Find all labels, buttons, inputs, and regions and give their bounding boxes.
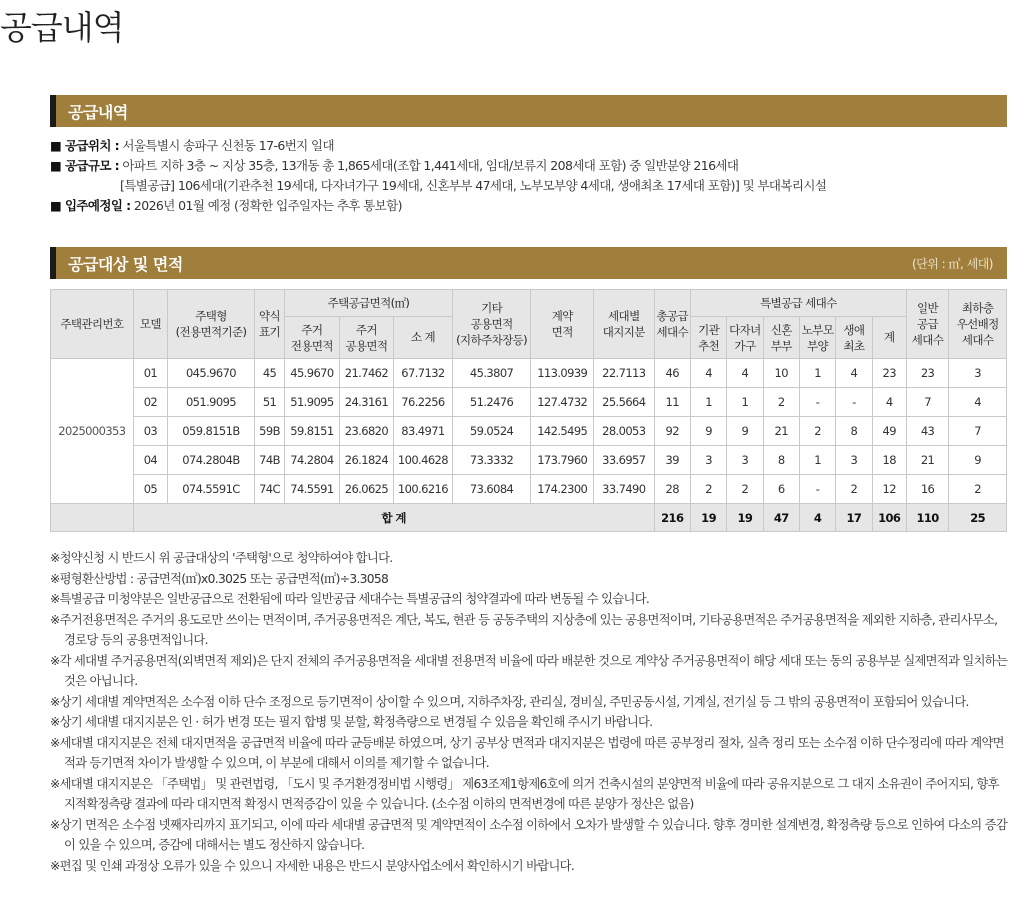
table-row <box>51 475 1007 504</box>
cell-subtotal: 76.2256 <box>394 388 453 417</box>
cell-elder: 1 <box>799 359 835 388</box>
cell-general: 21 <box>906 446 948 475</box>
cell-sum: 4 <box>872 388 906 417</box>
cell-lowest: 3 <box>949 359 1007 388</box>
cell-inst: 1 <box>690 388 726 417</box>
cell-land: 25.5664 <box>594 388 655 417</box>
cell-lowest: 4 <box>949 388 1007 417</box>
header-contract <box>531 290 594 359</box>
scale-row-2 <box>50 176 1010 196</box>
total-cell-lowest: 25 <box>949 504 1007 532</box>
cell-contract: 173.7960 <box>531 446 594 475</box>
header-subtotal: 소 계 <box>394 317 453 359</box>
scale-row <box>50 156 1010 176</box>
cell-total: 28 <box>654 475 690 504</box>
scale-value-2: [특별공급] 106세대(기관추천 19세대, 다자녀가구 19세대, 신혼부부 47세대, 노부모부양 4세대, 생애최초 17세대 포함)] 및 부대복리시설 <box>120 178 827 193</box>
cell-type: 051.9095 <box>168 388 255 417</box>
cell-newly: 2 <box>763 388 799 417</box>
cell-multi: 2 <box>727 475 763 504</box>
note-item: ※상기 세대별 대지지분은 인 · 허가 변경 또는 필지 합병 및 분할, 확정측량으로 변경될 수 있음을 확인해 주시기 바랍니다. <box>50 715 653 729</box>
header-other <box>452 290 531 359</box>
header-short-l2: 표기 <box>259 325 281 339</box>
movein-value: 2026년 01월 예정 (정확한 입주일자는 추후 통보함) <box>133 198 402 213</box>
header-type <box>168 290 255 359</box>
header-first <box>836 317 872 359</box>
header-contract-l2: 면적 <box>551 325 573 339</box>
total-cell-total: 216 <box>654 504 690 532</box>
note-item: ※편집 및 인쇄 과정상 오류가 있을 수 있으니 자세한 내용은 반드시 분양사업소에서 확인하시기 바랍니다. <box>50 858 575 873</box>
header-land <box>594 290 655 359</box>
note-item: ※평형환산방법 : 공급면적(㎡)x0.3025 또는 공급면적(㎡)÷3.3058 <box>50 571 389 586</box>
cell-inst: 3 <box>690 446 726 475</box>
cell-other: 45.3807 <box>452 359 531 388</box>
cell-common: 23.6820 <box>339 417 394 446</box>
page-title: 공급내역 <box>0 8 124 47</box>
header-model: 모델 <box>133 290 167 359</box>
cell-contract: 142.5495 <box>531 417 594 446</box>
total-cell-inst: 19 <box>690 504 726 532</box>
cell-subtotal: 100.4628 <box>394 446 453 475</box>
cell-multi: 9 <box>727 417 763 446</box>
table-row <box>51 388 1007 417</box>
header-elder-l1: 노부모 <box>801 322 834 337</box>
cell-general: 16 <box>906 475 948 504</box>
cell-total: 39 <box>654 446 690 475</box>
section-header-supply <box>50 95 1007 127</box>
cell-total: 92 <box>654 417 690 446</box>
cell-excl: 74.2804 <box>285 446 340 475</box>
cell-type: 074.2804B <box>168 446 255 475</box>
cell-first: 8 <box>836 417 872 446</box>
header-contract-l1: 계약 <box>551 309 573 323</box>
header-land-l1: 세대별 <box>608 309 640 323</box>
header-excl-l2: 전용면적 <box>290 338 333 353</box>
note-item: ※세대별 대지지분은 전체 대지면적을 공급면적 비율에 따라 균등배분 하였으며, 상기 공부상 면적과 대지지분은 법령에 따른 공부정리 절차, 실측 정리 또는 소수점 이하 단수정리에 따라 계약면적과 등기면적 차이가 발생할 수 있으며, 이 부분에 대해서 이의를 제기할 수 없습니다. <box>50 735 1004 770</box>
cell-model: 01 <box>133 359 167 388</box>
cell-excl: 59.8151 <box>285 417 340 446</box>
cell-type: 045.9670 <box>168 359 255 388</box>
header-lowest-l2: 우선배정 <box>956 317 999 331</box>
header-common-l2: 공용면적 <box>345 338 388 353</box>
cell-elder: 1 <box>799 446 835 475</box>
cell-contract: 174.2300 <box>531 475 594 504</box>
cell-short: 59B <box>254 417 284 446</box>
cell-mgmt-no: 2025000353 <box>51 359 134 504</box>
section-title: 공급대상 및 면적 <box>68 254 183 274</box>
scale-value: 아파트 지하 3층 ~ 지상 35층, 13개동 총 1,865세대(조합 1,441세대, 임대/보류지 208세대 포함) 중 일반분양 216세대 <box>122 158 739 173</box>
header-excl <box>285 317 340 359</box>
cell-short: 74C <box>254 475 284 504</box>
cell-land: 33.6957 <box>594 446 655 475</box>
header-general <box>906 290 948 359</box>
cell-common: 26.1824 <box>339 446 394 475</box>
header-short-l1: 약식 <box>259 309 281 323</box>
header-short <box>254 290 284 359</box>
cell-model: 03 <box>133 417 167 446</box>
header-multi-l1: 다자녀 <box>729 322 761 337</box>
header-sum: 계 <box>872 317 906 359</box>
note-item: ※상기 세대별 계약면적은 소수점 이하 단수 조정으로 등기면적이 상이할 수 있으며, 지하주차장, 관리실, 경비실, 주민공동시설, 기계실, 전기실 등 그 밖의 공용면적이 포함되어 있습니다. <box>50 694 969 709</box>
header-total <box>654 290 690 359</box>
cell-common: 26.0625 <box>339 475 394 504</box>
location-value: 서울특별시 송파구 신천동 17-6번지 일대 <box>122 138 334 153</box>
cell-contract: 127.4732 <box>531 388 594 417</box>
cell-common: 21.7462 <box>339 359 394 388</box>
cell-general: 23 <box>906 359 948 388</box>
header-elder <box>799 317 835 359</box>
cell-first: 4 <box>836 359 872 388</box>
cell-short: 51 <box>254 388 284 417</box>
header-lowest-l1: 최하층 <box>961 301 994 315</box>
cell-first: 3 <box>836 446 872 475</box>
cell-lowest: 9 <box>949 446 1007 475</box>
header-excl-l1: 주거 <box>301 322 323 337</box>
cell-newly: 10 <box>763 359 799 388</box>
cell-newly: 6 <box>763 475 799 504</box>
cell-model: 02 <box>133 388 167 417</box>
cell-subtotal: 67.7132 <box>394 359 453 388</box>
cell-elder: 2 <box>799 417 835 446</box>
cell-sum: 12 <box>872 475 906 504</box>
cell-short: 74B <box>254 446 284 475</box>
header-type-l2: (전용면적기준) <box>175 325 247 339</box>
cell-lowest: 2 <box>949 475 1007 504</box>
header-first-l1: 생애 <box>843 322 865 337</box>
total-cell-multi: 19 <box>727 504 763 532</box>
note-item: ※특별공급 미청약분은 일반공급으로 전환됨에 따라 일반공급 세대수는 특별공급의 청약결과에 따라 변동될 수 있습니다. <box>50 592 650 606</box>
header-inst <box>690 317 726 359</box>
header-inst-l2: 추천 <box>698 338 720 353</box>
cell-land: 33.7490 <box>594 475 655 504</box>
cell-land: 22.7113 <box>594 359 655 388</box>
cell-multi: 1 <box>727 388 763 417</box>
section-marker <box>50 247 56 279</box>
cell-general: 43 <box>906 417 948 446</box>
cell-model: 04 <box>133 446 167 475</box>
cell-model: 05 <box>133 475 167 504</box>
total-cell-elder: 4 <box>799 504 835 532</box>
header-other-l1: 기타 <box>481 301 503 315</box>
header-other-l2: 공용면적 <box>470 317 513 331</box>
cell-short: 45 <box>254 359 284 388</box>
location-row <box>50 136 1010 156</box>
location-label: ■ 공급위치 : <box>50 138 120 153</box>
cell-sum: 18 <box>872 446 906 475</box>
header-newly-l1: 신혼 <box>770 322 792 337</box>
cell-total: 46 <box>654 359 690 388</box>
scale-label: ■ 공급규모 : <box>50 158 120 173</box>
cell-multi: 3 <box>727 446 763 475</box>
cell-land: 28.0053 <box>594 417 655 446</box>
note-item: ※상기 면적은 소수점 넷째자리까지 표기되고, 이에 따라 세대별 공급면적 및 계약면적이 소수점 이하에서 오차가 발생할 수 있습니다. 향후 경미한 설계변경, 확정측량 등으로 인하여 다소의 증감이 있을 수 있으며, 증감에 대해서는 별도 정산하지 않습니다. <box>50 817 1008 852</box>
header-common <box>339 317 394 359</box>
movein-label: ■ 입주예정일 : <box>50 198 131 213</box>
header-multi <box>727 317 763 359</box>
header-total-l2: 세대수 <box>656 325 689 339</box>
cell-contract: 113.0939 <box>531 359 594 388</box>
total-cell-general: 110 <box>906 504 948 532</box>
cell-common: 24.3161 <box>339 388 394 417</box>
section-header-area <box>50 247 1007 279</box>
cell-inst: 2 <box>690 475 726 504</box>
cell-other: 73.6084 <box>452 475 531 504</box>
cell-elder: - <box>799 475 835 504</box>
header-newly-l2: 부부 <box>770 338 792 353</box>
cell-first: 2 <box>836 475 872 504</box>
header-lowest-l3: 세대수 <box>961 333 994 347</box>
cell-other: 59.0524 <box>452 417 531 446</box>
total-cell-first: 17 <box>836 504 872 532</box>
header-supply-area: 주택공급면적(㎡) <box>285 290 453 317</box>
cell-type: 074.5591C <box>168 475 255 504</box>
header-general-l2: 공급 <box>917 317 939 331</box>
unit-label: (단위 : ㎡, 세대) <box>911 256 993 271</box>
table-row <box>51 359 1007 388</box>
cell-subtotal: 83.4971 <box>394 417 453 446</box>
movein-row <box>50 196 1010 216</box>
notes <box>50 548 1010 876</box>
cell-excl: 51.9095 <box>285 388 340 417</box>
table-row <box>51 417 1007 446</box>
cell-sum: 49 <box>872 417 906 446</box>
supply-table <box>50 289 1007 532</box>
header-common-l1: 주거 <box>355 322 377 337</box>
header-general-l1: 일반 <box>917 301 939 315</box>
header-type-l1: 주택형 <box>195 309 227 323</box>
cell-newly: 8 <box>763 446 799 475</box>
header-total-l1: 총공급 <box>656 309 689 323</box>
supply-info <box>50 136 1010 216</box>
note-item: ※세대별 대지지분은 「주택법」 및 관련법령, 「도시 및 주거환경정비법 시행령」 제63조제1항제6호에 의거 건축시설의 분양면적 비율에 따라 공유지분으로 그 대지 소유권이 주어지되, 향후 지적확정측량 결과에 따라 대지면적 확정시 면적증감이 있을 수 있습니다. (소수점 이하의 면적변경에 따른 분양가 정산은 없음) <box>50 776 999 811</box>
total-row <box>51 504 1007 532</box>
cell-other: 73.3332 <box>452 446 531 475</box>
cell-elder: - <box>799 388 835 417</box>
header-other-l3: (지하주차장등) <box>456 333 527 347</box>
total-label: 합 계 <box>133 504 654 532</box>
header-elder-l2: 부양 <box>807 338 829 353</box>
table-row <box>51 446 1007 475</box>
cell-lowest: 7 <box>949 417 1007 446</box>
cell-total: 11 <box>654 388 690 417</box>
section-title: 공급내역 <box>68 102 128 122</box>
cell-excl: 74.5591 <box>285 475 340 504</box>
header-inst-l1: 기관 <box>698 322 720 337</box>
header-general-l3: 세대수 <box>911 333 944 347</box>
cell-general: 7 <box>906 388 948 417</box>
header-lowest <box>949 290 1007 359</box>
header-newly <box>763 317 799 359</box>
cell-multi: 4 <box>727 359 763 388</box>
cell-inst: 4 <box>690 359 726 388</box>
total-cell-sum: 106 <box>872 504 906 532</box>
header-special: 특별공급 세대수 <box>690 290 906 317</box>
total-fill <box>51 504 134 532</box>
cell-subtotal: 100.6216 <box>394 475 453 504</box>
note-item: ※주거전용면적은 주거의 용도로만 쓰이는 면적이며, 주거공용면적은 계단, 복도, 현관 등 공동주택의 지상층에 있는 공용면적이며, 기타공용면적은 주거공용면적을 제외한 지하층, 관리사무소, 경로당 등의 공용면적입니다. <box>50 612 998 647</box>
note-item: ※각 세대별 주거공용면적(외벽면적 제외)은 단지 전체의 주거공용면적을 세대별 전용면적 비율에 따라 배분한 것으로 계약상 주거공용면적이 해당 세대 또는 동의 공용부분 실제면적과 일치하는 것은 아닙니다. <box>50 653 1008 688</box>
header-multi-l2: 가구 <box>734 338 756 353</box>
header-land-l2: 대지지분 <box>602 325 645 339</box>
header-mgmt-no: 주택관리번호 <box>51 290 134 359</box>
total-cell-newly: 47 <box>763 504 799 532</box>
cell-first: - <box>836 388 872 417</box>
cell-type: 059.8151B <box>168 417 255 446</box>
note-item: ※청약신청 시 반드시 위 공급대상의 '주택형'으로 청약하여야 합니다. <box>50 551 393 565</box>
cell-newly: 21 <box>763 417 799 446</box>
section-marker <box>50 95 56 127</box>
cell-inst: 9 <box>690 417 726 446</box>
cell-excl: 45.9670 <box>285 359 340 388</box>
cell-other: 51.2476 <box>452 388 531 417</box>
cell-sum: 23 <box>872 359 906 388</box>
header-first-l2: 최초 <box>843 338 865 353</box>
